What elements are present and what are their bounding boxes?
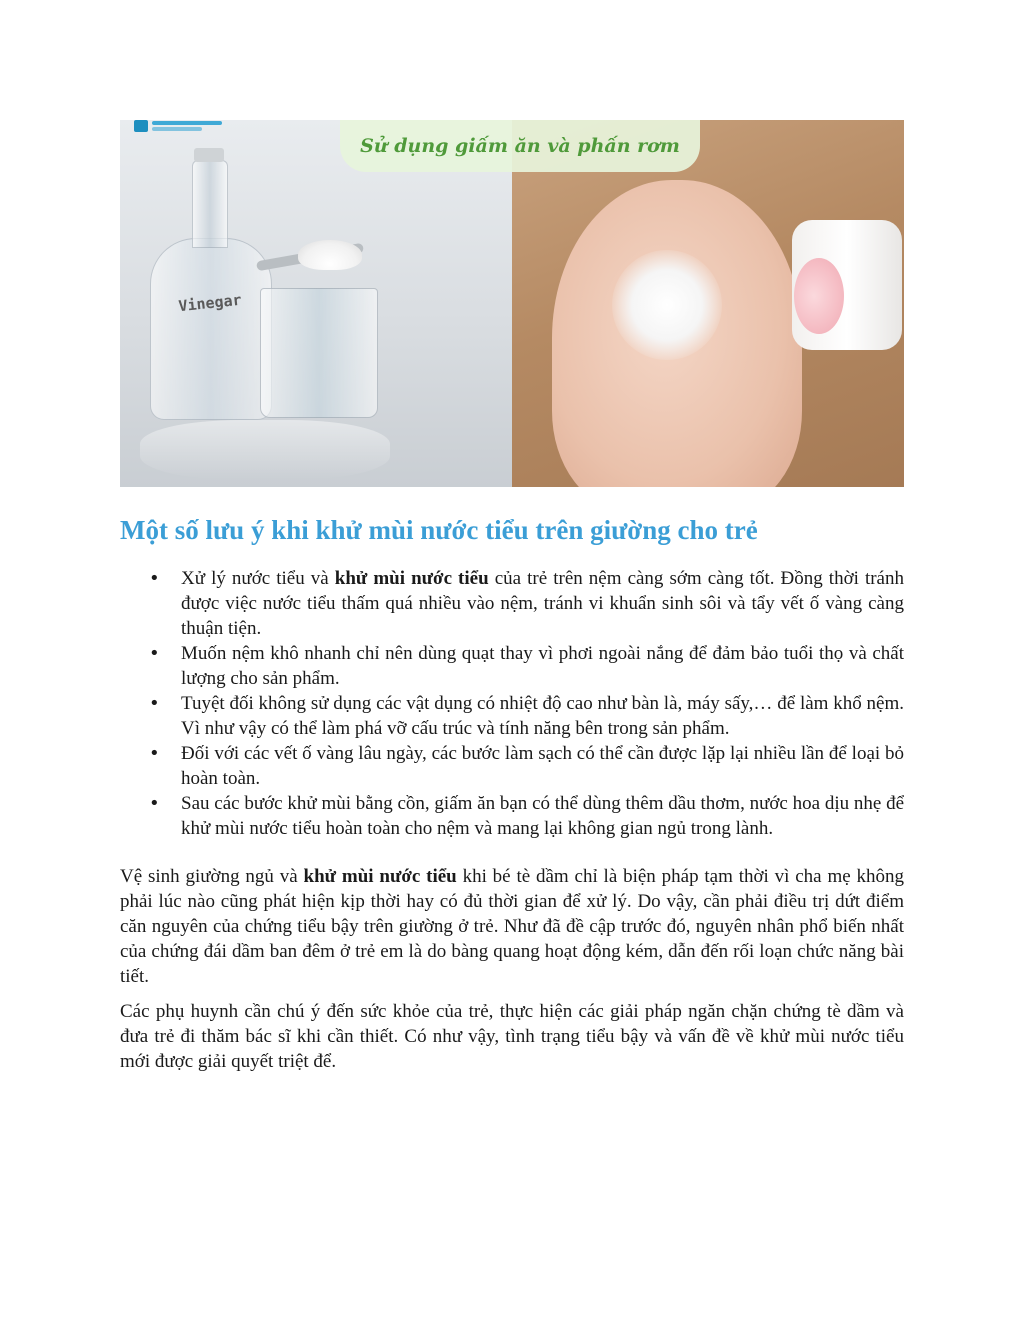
vinegar-photo	[120, 120, 512, 487]
tips-list	[120, 566, 904, 841]
bullet-glyph: •	[149, 568, 160, 590]
bottle-label: Vinegar	[177, 290, 243, 316]
bullet-glyph: •	[149, 643, 160, 665]
body-paragraph-2: Các phụ huynh cần chú ý đến sức khỏe của trẻ, thực hiện các giải pháp ngăn chặn chứng tè dầm và đưa trẻ đi thăm bác sĩ khi cần thiết. Có như vậy, tình trạng tiểu bậy và vấn đề về khử mùi nước tiểu mới được giải quyết triệt để.	[120, 1001, 904, 1073]
list-item-text: Xử lý nước tiểu và	[181, 568, 335, 590]
list-item	[120, 566, 904, 641]
list-item	[120, 791, 904, 841]
bottle-cork	[194, 148, 224, 162]
section-heading: Một số lưu ý khi khử mùi nước tiểu trên giường cho trẻ	[120, 515, 758, 545]
document-page	[120, 120, 904, 1074]
powder-on-palm	[612, 250, 722, 360]
list-item	[120, 641, 904, 691]
list-item-text: Muốn nệm khô nhanh chỉ nên dùng quạt thay vì phơi ngoài nắng để đảm bảo tuổi thọ và chất lượng cho sản phẩm.	[181, 643, 904, 690]
paragraph-text: Vệ sinh giường ngủ và	[120, 866, 304, 888]
table-reflection	[140, 420, 390, 480]
paragraph-bold: khử mùi nước tiểu	[303, 866, 457, 888]
image-banner: Sử dụng giấm ăn và phấn rơm	[340, 120, 700, 172]
article-image	[120, 120, 904, 487]
paragraph-text: khi bé tè dầm chỉ là biện pháp tạm thời vì cha mẹ không phải lúc nào cũng phát hiện kịp thời hay có đủ thời gian để xử lý. Do vậy, cần phải điều trị dứt điểm căn nguyên của chứng tiểu bậy trên giường ở trẻ. Như đã đề cập trước đó, nguyên nhân phổ biến nhất của chứng đái dầm ban đêm ở trẻ em là do bàng quang hoạt động kém, dẫn đến rối loạn chức năng bài tiết.	[120, 866, 904, 988]
list-item-bold: khử mùi nước tiểu	[334, 568, 489, 590]
list-item-text: Tuyệt đối không sử dụng các vật dụng có nhiệt độ cao như bàn là, máy sấy,… để làm khổ nệm. Vì như vậy có thể làm phá vỡ cấu trúc và tính năng bên trong sản phẩm.	[181, 693, 904, 740]
brand-logo-icon	[134, 120, 244, 132]
bullet-glyph: •	[149, 743, 160, 765]
vinegar-bottle	[150, 238, 272, 420]
list-item-text: Sau các bước khử mùi bằng cồn, giấm ăn bạn có thể dùng thêm dầu thơm, nước hoa dịu nhẹ để khử mùi nước tiểu hoàn toàn cho nệm và mang lại không gian ngủ trong lành.	[181, 793, 904, 840]
bullet-glyph: •	[149, 793, 160, 815]
powder-bottle-cap	[794, 258, 844, 334]
list-item-text: Đối với các vết ố vàng lâu ngày, các bước làm sạch có thể cần được lặp lại nhiều lần để loại bỏ hoàn toàn.	[181, 743, 904, 790]
list-item	[120, 691, 904, 741]
bottle-neck	[192, 160, 228, 248]
bullet-glyph: •	[149, 693, 160, 715]
list-item-text: của trẻ trên nệm càng sớm càng tốt. Đồng thời tránh được việc nước tiểu thấm quá nhiều vào nệm, tránh vi khuẩn sinh sôi và tẩy vết ố vàng càng thuận tiện.	[181, 568, 904, 640]
list-item	[120, 741, 904, 791]
body-paragraph-1	[120, 864, 904, 989]
baking-soda-heap	[298, 240, 362, 270]
powder-photo	[512, 120, 904, 487]
water-glass	[260, 288, 378, 418]
